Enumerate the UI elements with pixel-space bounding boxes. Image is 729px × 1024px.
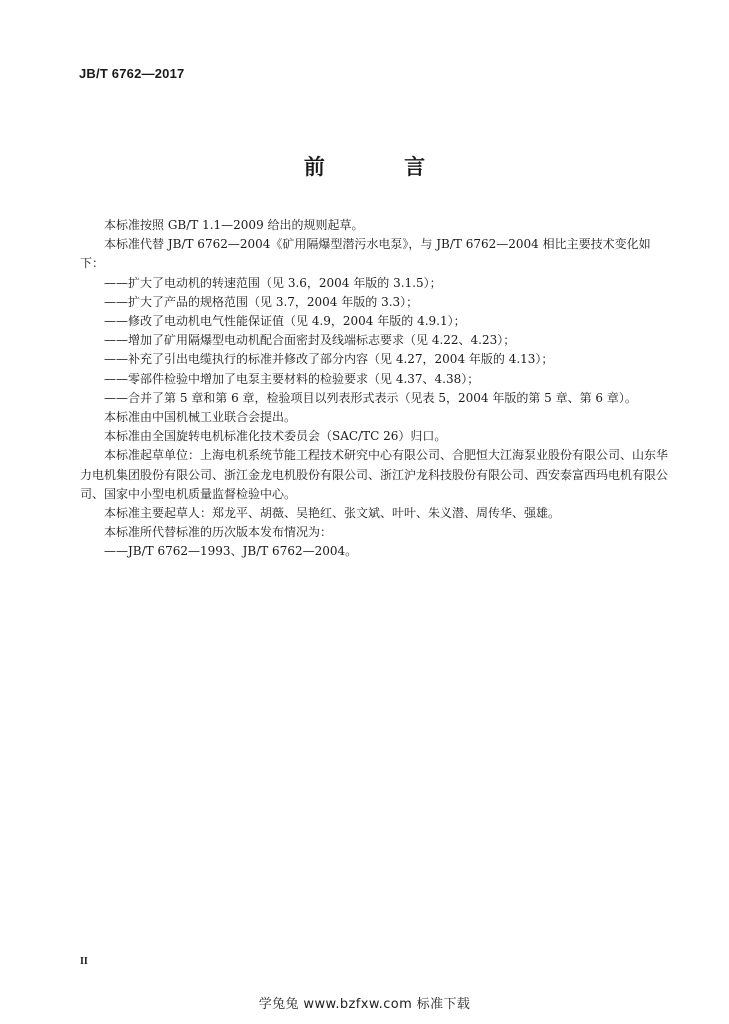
paragraph-drafting-units: 本标准起草单位：上海电机系统节能工程技术研究中心有限公司、合肥恒大江海泵业股份有限公司、山东华力电机集团股份有限公司、浙江金龙电机股份有限公司、浙江沪龙科技股份有限公司、西安泰富西玛电机有限公司、国家中小型电机质量监督检验中心。 bbox=[80, 448, 669, 501]
foreword-body bbox=[80, 216, 672, 562]
paragraph-drafters: 本标准主要起草人：郑龙平、胡薇、吴艳红、张文斌、叶叶、朱义潜、周传华、强雄。 bbox=[104, 506, 561, 521]
paragraph-committee: 本标准由全国旋转电机标准化技术委员会（SAC/TC 26）归口。 bbox=[104, 429, 447, 444]
standard-code-header: JB/T 6762—2017 bbox=[79, 66, 185, 81]
change-item: ——扩大了产品的规格范围（见 3.7，2004 年版的 3.3）； bbox=[104, 294, 419, 309]
page-title: 前 言 bbox=[303, 155, 462, 179]
footer-watermark: 学兔兔 www.bzfxw.com 标准下载 bbox=[258, 997, 471, 1012]
change-item: ——增加了矿用隔爆型电动机配合面密封及线端标志要求（见 4.22、4.23）； bbox=[104, 333, 516, 348]
paragraph-replacement: 本标准代替 JB/T 6762—2004《矿用隔爆型潜污水电泵》，与 JB/T 6762—2004 相比主要技术变化如下： bbox=[80, 237, 651, 271]
change-item: ——零部件检验中增加了电泵主要材料的检验要求（见 4.37、4.38）； bbox=[104, 371, 480, 386]
paragraph-drafting-rules: 本标准按照 GB/T 1.1—2009 给出的规则起草。 bbox=[104, 218, 364, 232]
page-number: II bbox=[80, 956, 88, 967]
change-item: ——修改了电动机电气性能保证值（见 4.9，2004 年版的 4.9.1）； bbox=[104, 314, 466, 329]
paragraph-history-intro: 本标准所代替标准的历次版本发布情况为： bbox=[104, 525, 333, 540]
paragraph-history-versions: ——JB/T 6762—1993、JB/T 6762—2004。 bbox=[104, 544, 358, 559]
change-item: ——合并了第 5 章和第 6 章，检验项目以列表形式表示（见表 5，2004 年版的第 5 章、第 6 章）。 bbox=[104, 390, 637, 405]
paragraph-proposer: 本标准由中国机械工业联合会提出。 bbox=[104, 410, 297, 425]
change-item: ——补充了引出电缆执行的标准并修改了部分内容（见 4.27，2004 年版的 4.13）； bbox=[104, 352, 554, 367]
change-item: ——扩大了电动机的转速范围（见 3.6，2004 年版的 3.1.5）； bbox=[104, 275, 442, 290]
